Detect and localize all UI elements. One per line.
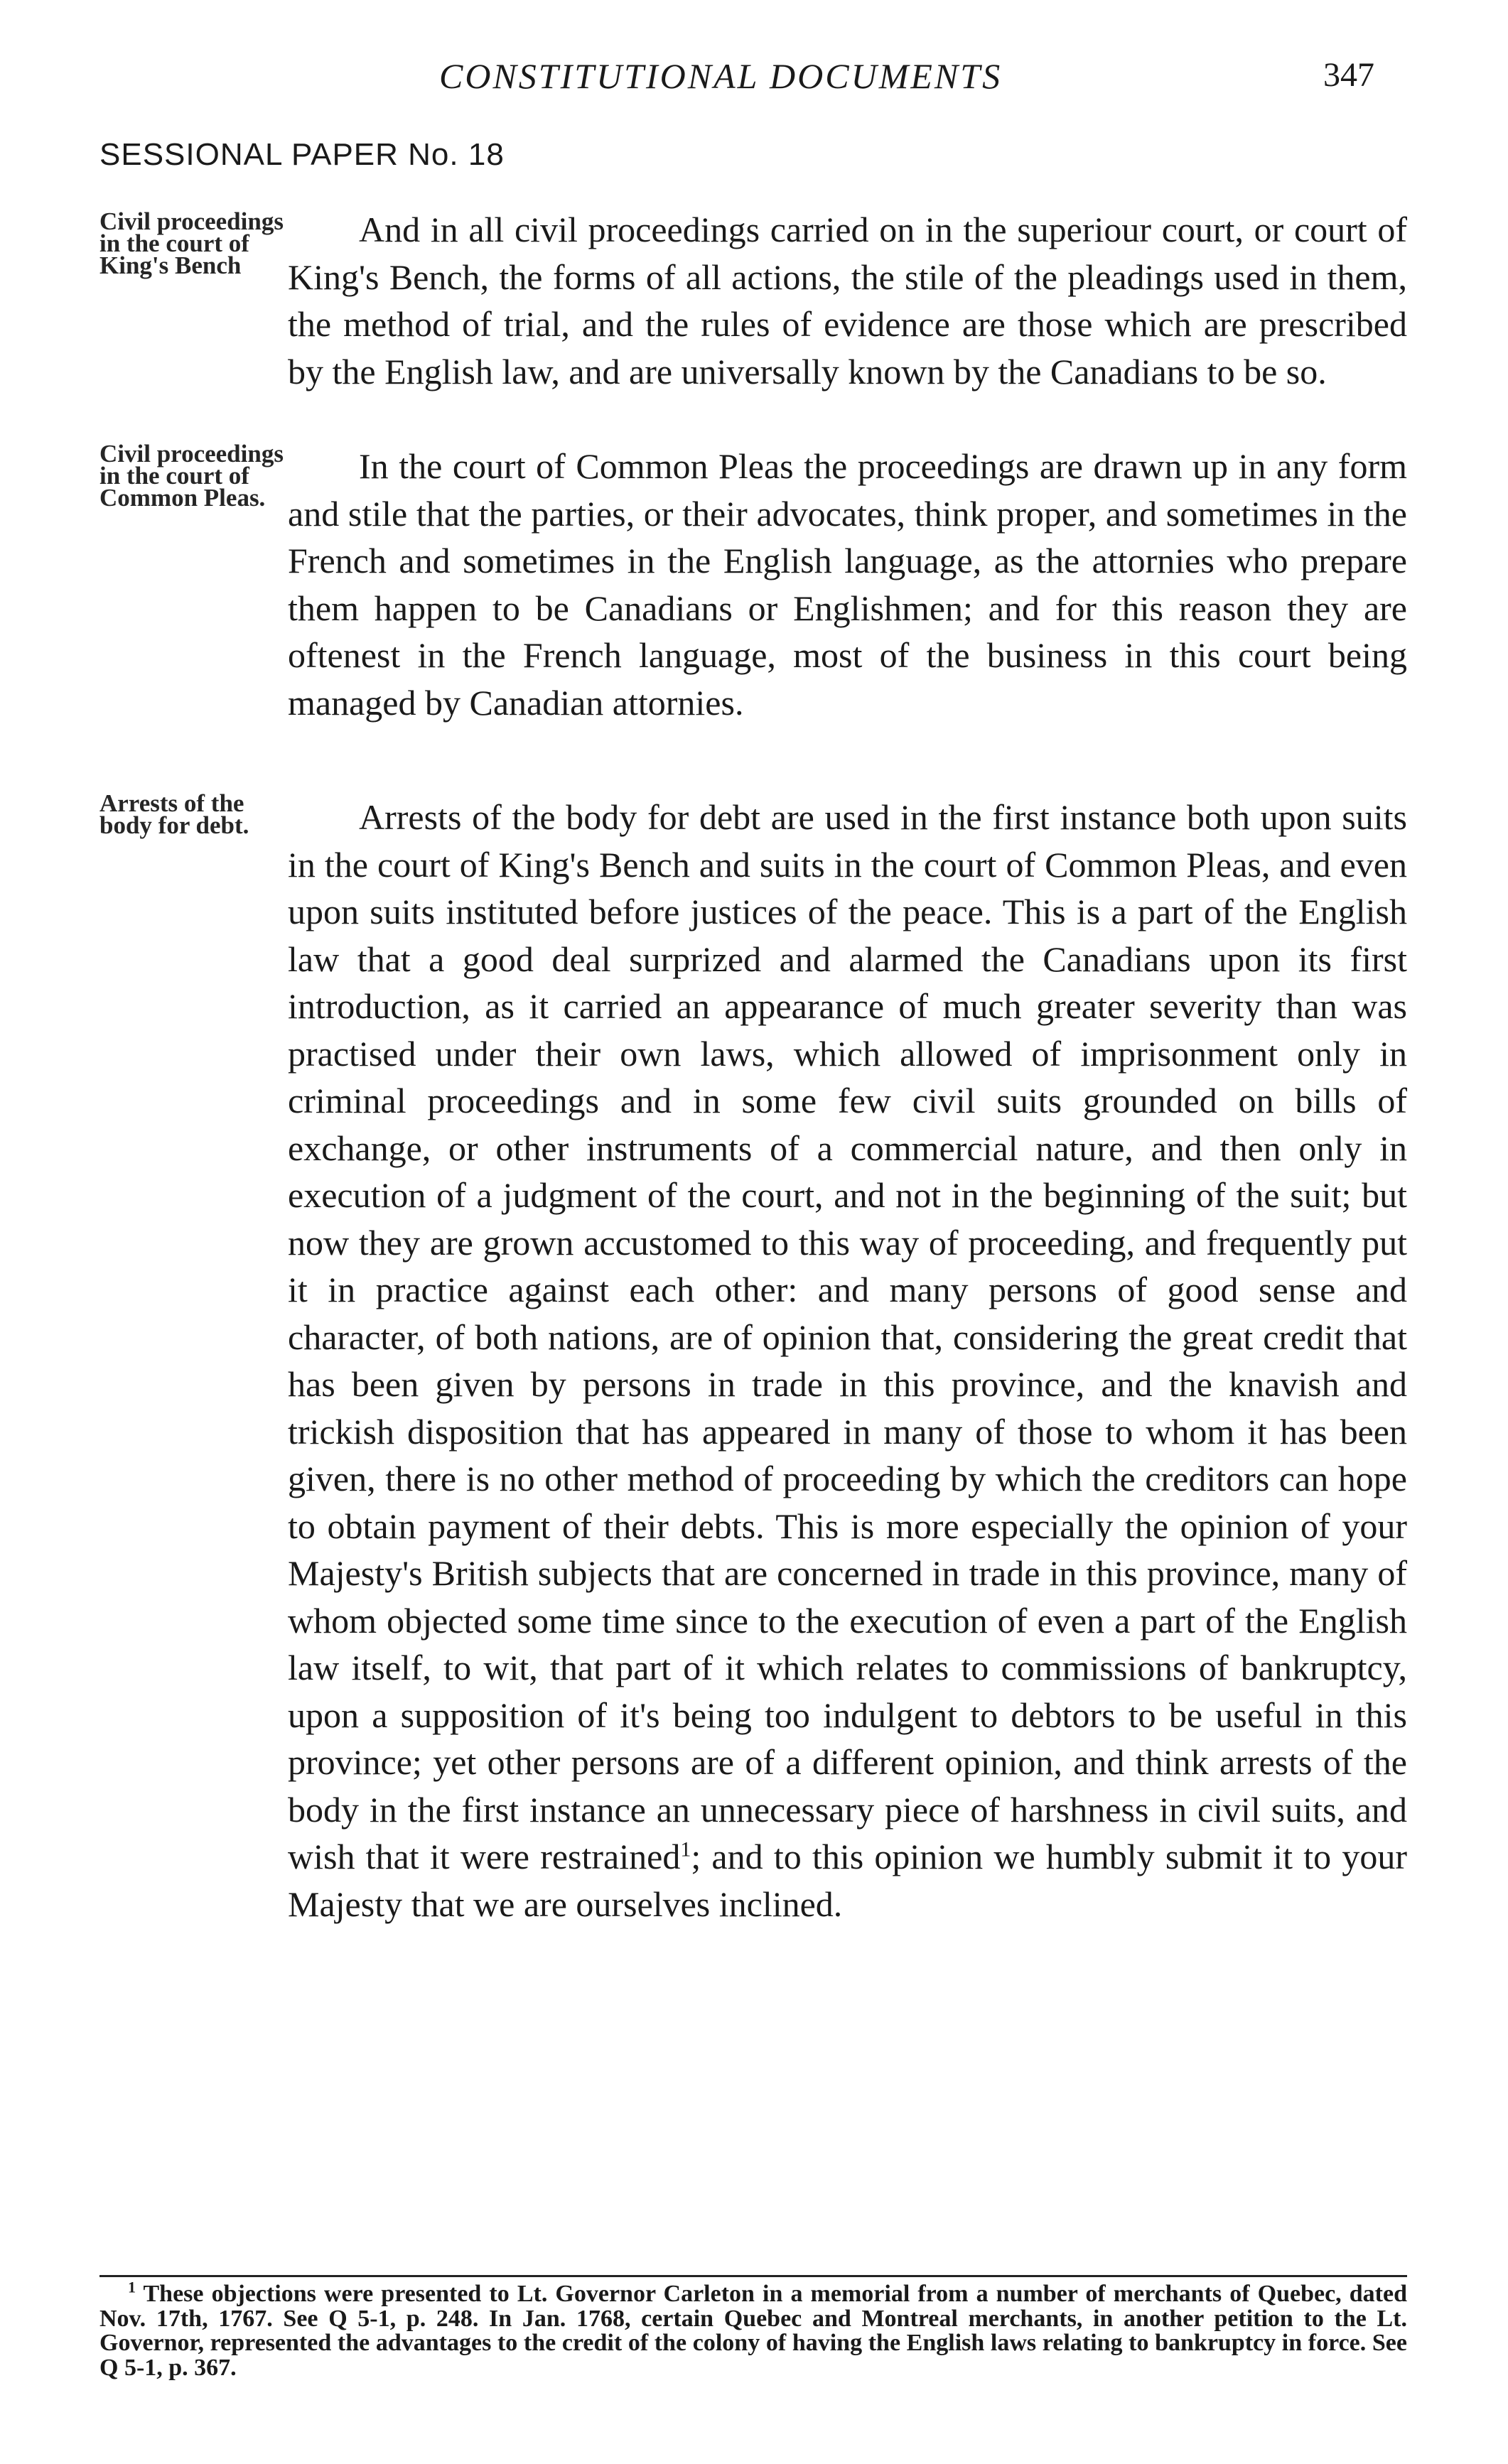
margin-note-kings-bench: Civil proceedings in the court of King's Bench	[99, 207, 284, 279]
paragraph-common-pleas: In the court of Common Pleas the proceedings are drawn up in any form and stile that the parties, or their advocates, think proper, and sometimes in the French and sometimes in the English language, as the attornies who prepare them happen to be Canadians or Englishmen; and for this reason they are oftenest in the French language, most of the business in this court being managed by Canadian attornies.	[288, 446, 1407, 723]
margin-note-arrests: Arrests of the body for debt.	[99, 789, 249, 839]
paragraph-kings-bench: And in all civil proceedings carried on in the superiour court, or court of King's Bench, the forms of all actions, the stile of the pleadings used in them, the method of trial, and the rules of evidence are those which are prescribed by the English law, and are universally known by the Canadians to be so.	[288, 210, 1407, 391]
footnote-text: These objections were presented to Lt. Governor Carleton in a memorial from a number of merchants of Quebec, dated Nov. 17th, 1767. See Q 5-1, p. 248. In Jan. 1768, certain Quebec and Montreal merchants, in another petition to the Lt. Governor, represented the advantages to the credit of the colony of having the English laws relating to bankruptcy in force. See Q 5-1, p. 367.	[99, 2281, 1407, 2381]
running-head	[0, 55, 1508, 112]
sessional-paper-label: SESSIONAL PAPER No. 18	[99, 137, 505, 172]
paragraph-arrests	[288, 794, 1407, 1928]
page-number: 347	[1323, 56, 1374, 94]
footnote	[99, 2278, 1407, 2381]
running-title: CONSTITUTIONAL DOCUMENTS	[439, 56, 1003, 96]
margin-note-common-pleas: Civil proceedings in the court of Common Pleas.	[99, 440, 284, 512]
footnote-reference: 1	[680, 1837, 691, 1861]
footnote-marker: 1	[128, 2278, 136, 2296]
paragraph-arrests-body: Arrests of the body for debt are used in the first instance both upon suits in the court of King's Bench and suits in the court of Common Pleas, and even upon suits instituted before justices of the peace. This is a part of the English law that a good deal surprized and alarmed the Canadians upon its first introduction, as it carried an appearance of much greater severity than was practised under their own laws, which allowed of imprisonment only in criminal proceedings and in some few civil suits grounded on bills of exchange, or other instruments of a commercial nature, and then only in execution of a judgment of the court, and not in the beginning of the suit; but now they are grown accustomed to this way of proceeding, and frequently put it in practice against each other: and many persons of good sense and character, of both nations, are of opinion that, considering the great credit that has been given by persons in trade in this province, and the knavish and trickish disposition that has appeared in many of those to whom it has been given, there is no other method of proceeding by which the creditors can hope to obtain payment of their debts. This is more especially the opinion of your Majesty's British subjects that are concerned in trade in this province, many of whom objected some time since to the execution of even a part of the English law itself, to wit, that part of it which relates to commissions of bankruptcy, upon a supposition of it's being too indulgent to debtors to be useful in this province; yet other persons are of a different opinion, and think arrests of the body in the first instance an unnecessary piece of harshness in civil suits, and wish that it were restrained	[288, 797, 1407, 1876]
paragraph-arrests-ending: ; and to this opinion we humbly submit it to your Majesty that we are ourselves inclined.	[288, 1837, 1407, 1924]
footnote-divider	[99, 2275, 1407, 2277]
